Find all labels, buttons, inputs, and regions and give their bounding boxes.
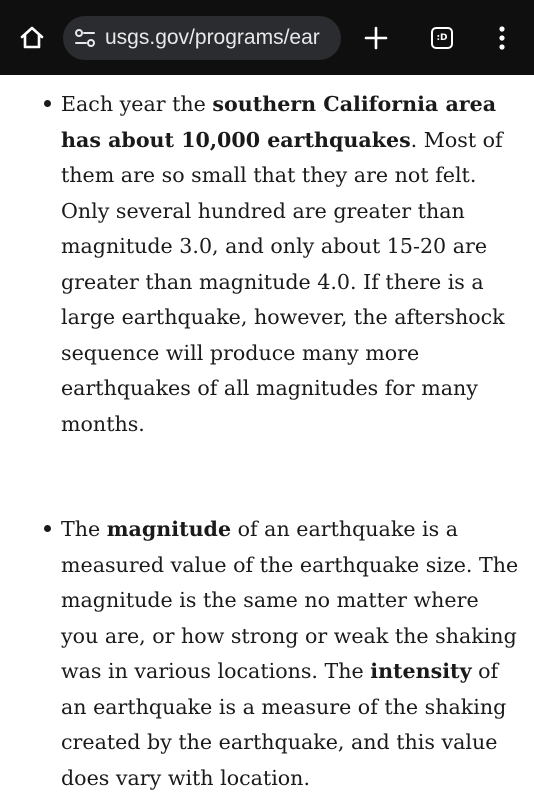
- site-settings-icon[interactable]: [73, 26, 97, 50]
- text-run: of an earthquake is a measured value of the earthquake size. The magnitude is the same no matter where you are, or how strong or weak the shaking was in various locations. The: [61, 517, 519, 683]
- text-run: Each year the: [61, 92, 213, 116]
- page-content: [0, 75, 534, 800]
- plus-icon: [364, 26, 388, 50]
- home-icon: [19, 25, 45, 51]
- bullet-point: [44, 100, 51, 107]
- tabs-icon: [431, 27, 453, 49]
- home-button[interactable]: [14, 20, 50, 56]
- address-bar[interactable]: [63, 16, 341, 60]
- url-text: usgs.gov/programs/ear: [105, 26, 320, 49]
- text-run: of an earthquake is a measure of the shaking created by the earthquake, and this value does vary with location.: [61, 659, 507, 790]
- new-tab-button[interactable]: [358, 20, 394, 56]
- browser-toolbar: [0, 0, 534, 75]
- tab-switcher-button[interactable]: [424, 20, 460, 56]
- tab-count: :D: [436, 32, 448, 43]
- text-run: . Most of them are so small that they are not felt. Only several hundred are greater than magnitude 3.0, and only about 15-20 are greater than magnitude 4.0. If there is a large earthquake, however, the aftershock sequence will produce many more earthquakes of all magnitudes for many months.: [61, 127, 505, 436]
- bold-text: intensity: [370, 659, 472, 683]
- bold-text: magnitude: [106, 517, 232, 541]
- list-item: [61, 512, 521, 796]
- menu-button[interactable]: [484, 20, 520, 56]
- bullet-point: [44, 525, 51, 532]
- list-item: [61, 87, 521, 442]
- more-vertical-icon: [497, 25, 507, 51]
- text-run: The: [61, 517, 107, 541]
- bold-text: southern California area has about 10,000 earthquakes: [61, 92, 497, 152]
